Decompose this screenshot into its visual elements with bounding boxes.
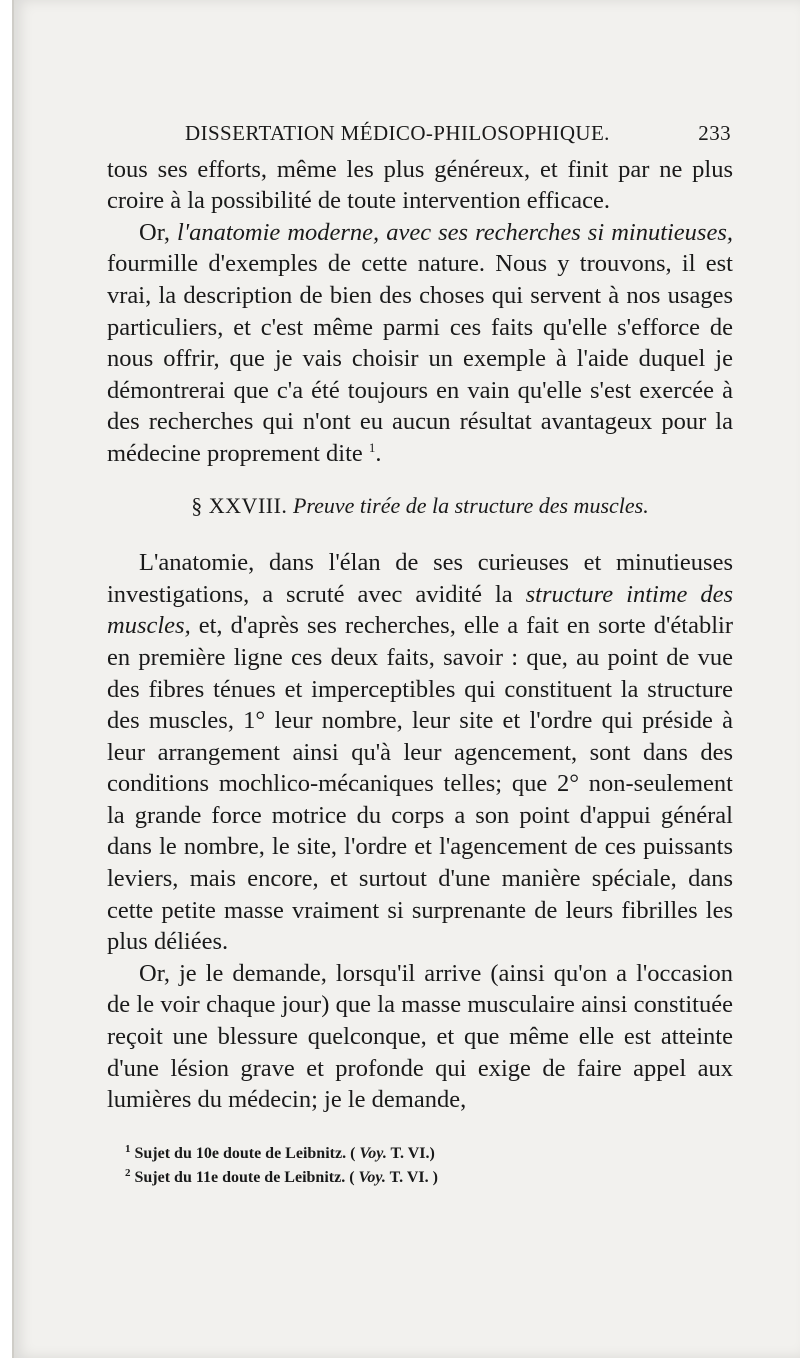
- page-number: 233: [698, 121, 731, 145]
- footnote-text: Sujet du 11e doute de Leibnitz. (: [134, 1168, 359, 1186]
- section-title-text: Preuve tirée de la structure des muscles.: [292, 492, 649, 518]
- book-page: [12, 0, 800, 1358]
- footnote-text: Sujet du 10e doute de Leibnitz. (: [134, 1144, 360, 1162]
- footnote-ref-italic: Voy.: [359, 1144, 387, 1162]
- paragraph-structure-muscles: [107, 547, 733, 958]
- para2-start: Or,: [139, 218, 178, 246]
- footnote-ref-1: 1: [368, 439, 376, 455]
- footnote-mark: 2: [125, 1166, 131, 1179]
- section-label: § XXVIII.: [191, 492, 288, 518]
- para2-end: .: [375, 439, 382, 467]
- footnotes: [107, 1142, 733, 1190]
- section-heading: [107, 490, 733, 522]
- running-head-title: DISSERTATION MÉDICO-PHILOSOPHIQUE.: [185, 121, 610, 145]
- para2-italic: l'anatomie moderne, avec ses recherches si minutieuses,: [177, 218, 733, 246]
- footnote-1: [125, 1142, 733, 1166]
- footnote-2: [125, 1166, 733, 1190]
- para3-start: L'anatomie, dans l'élan de ses curieuses et minutieuses investigations, a scruté avec avidité la: [107, 549, 733, 608]
- running-head: [107, 118, 733, 150]
- footnote-ref-rest: T. VI.): [386, 1144, 435, 1162]
- para2-rest: fourmille d'exemples de cette nature. Nous y trouvons, il est vrai, la description de bien des choses qui servent à nos usages particuliers, et c'est même parmi ces faits qu'elle s'efforce de nous offrir, que je vais choisir un exemple à l'aide duquel je démontrerai que c'a été toujours en vain qu'elle s'est exercée à des recherches qui n'ont eu aucun résultat avantageux pour la médecine proprement dite: [107, 250, 733, 467]
- para3-italic: structure intime des muscles,: [107, 580, 734, 640]
- footnote-mark: 1: [125, 1142, 131, 1155]
- paragraph-continuation: tous ses efforts, même les plus généreux, et finit par ne plus croire à la possibilité de toute intervention efficace.: [107, 155, 733, 215]
- footnote-ref-italic: Voy.: [358, 1168, 386, 1186]
- para3-rest: et, d'après ses recherches, elle a fait en sorte d'établir en première ligne ces deux faits, savoir : que, au point de vue des fibres ténues et imperceptibles qui constituent la structure des muscles, 1° leur nombre, leur site et l'ordre qui préside à leur arrangement ainsi qu'à leur agencement, sont dans des conditions mochlico-mécaniques telles; que 2° non-seulement la grande force motrice du corps a son point d'appui général dans le nombre, le site, l'ordre et l'agencement de ces puissants leviers, mais encore, et surtout d'une manière spéciale, dans cette petite masse vraiment si surprenante de leurs fibrilles les plus déliées.: [107, 612, 733, 956]
- paragraph-anatomie-moderne: [107, 217, 733, 470]
- paragraph-je-le-demande: Or, je le demande, lorsqu'il arrive (ainsi qu'on a l'occasion de le voir chaque jour) que la masse musculaire ainsi constituée reçoit une blessure quelconque, et que même elle est atteinte d'une lésion grave et profonde qui exige de faire appel aux lumières du médecin; je le demande,: [107, 959, 733, 1114]
- page-text-block: [107, 118, 733, 1190]
- footnote-ref-rest: T. VI. ): [385, 1168, 438, 1186]
